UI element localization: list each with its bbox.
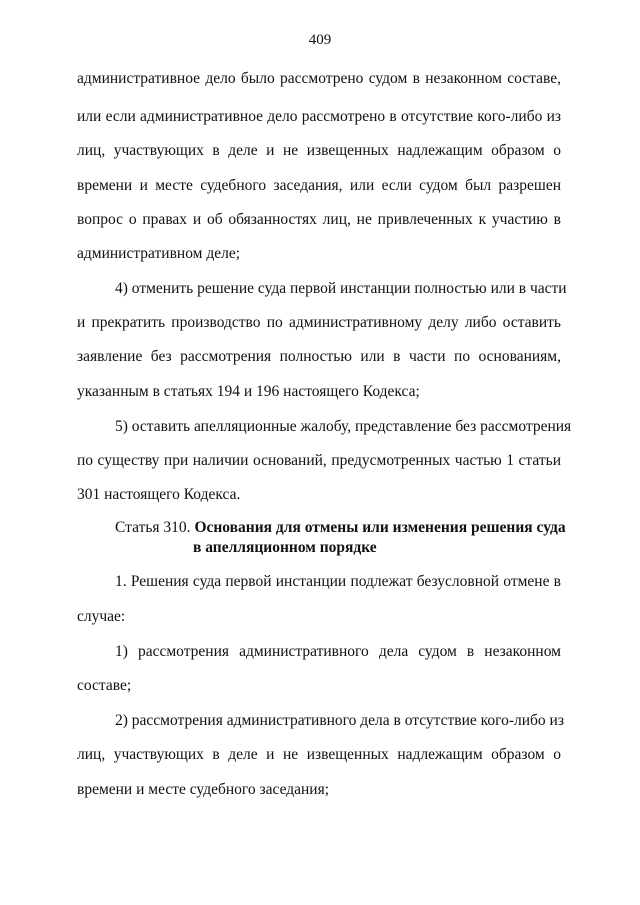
text-line: лиц, участвующих в деле и не извещенных надлежащим образом о <box>77 142 561 159</box>
text-line: 1. Решения суда первой инстанции подлежат безусловной отмене в <box>115 573 561 590</box>
text-line: 5) оставить апелляционные жалобу, представление без рассмотрения <box>115 418 572 435</box>
page-number: 409 <box>308 32 332 48</box>
text-line: времени и месте судебного заседания, или если судом был разрешен <box>77 177 561 194</box>
text-line: и прекратить производство по административному делу либо оставить <box>77 314 561 331</box>
text-line: вопрос о правах и об обязанностях лиц, не привлеченных к участию в <box>77 211 561 228</box>
text-line: 1) рассмотрения административного дела судом в незаконном <box>115 643 561 660</box>
text-line: составе; <box>77 677 132 694</box>
text-line: заявление без рассмотрения полностью или в части по основаниям, <box>77 348 561 365</box>
text-line: по существу при наличии оснований, предусмотренных частью 1 статьи <box>77 452 561 469</box>
article-title: Основания для отмены или изменения решения суда <box>194 519 566 536</box>
text-line: времени и месте судебного заседания; <box>77 781 330 798</box>
text-line: указанным в статьях 194 и 196 настоящего Кодекса; <box>77 383 420 400</box>
article-number: Статья 310. <box>115 519 191 536</box>
text-line: административном деле; <box>77 245 241 262</box>
text-line: административное дело было рассмотрено судом в незаконном составе, <box>77 70 561 87</box>
text-line: 301 настоящего Кодекса. <box>77 486 241 503</box>
text-line: лиц, участвующих в деле и не извещенных надлежащим образом о <box>77 746 561 763</box>
text-line: или если административное дело рассмотрено в отсутствие кого-либо из <box>77 108 561 125</box>
text-line: случае: <box>77 608 126 625</box>
article-heading <box>115 518 566 538</box>
text-line: 2) рассмотрения административного дела в отсутствие кого-либо из <box>115 712 564 729</box>
article-title-continued: в апелляционном порядке <box>193 539 377 556</box>
text-line: 4) отменить решение суда первой инстанции полностью или в части <box>115 280 567 297</box>
